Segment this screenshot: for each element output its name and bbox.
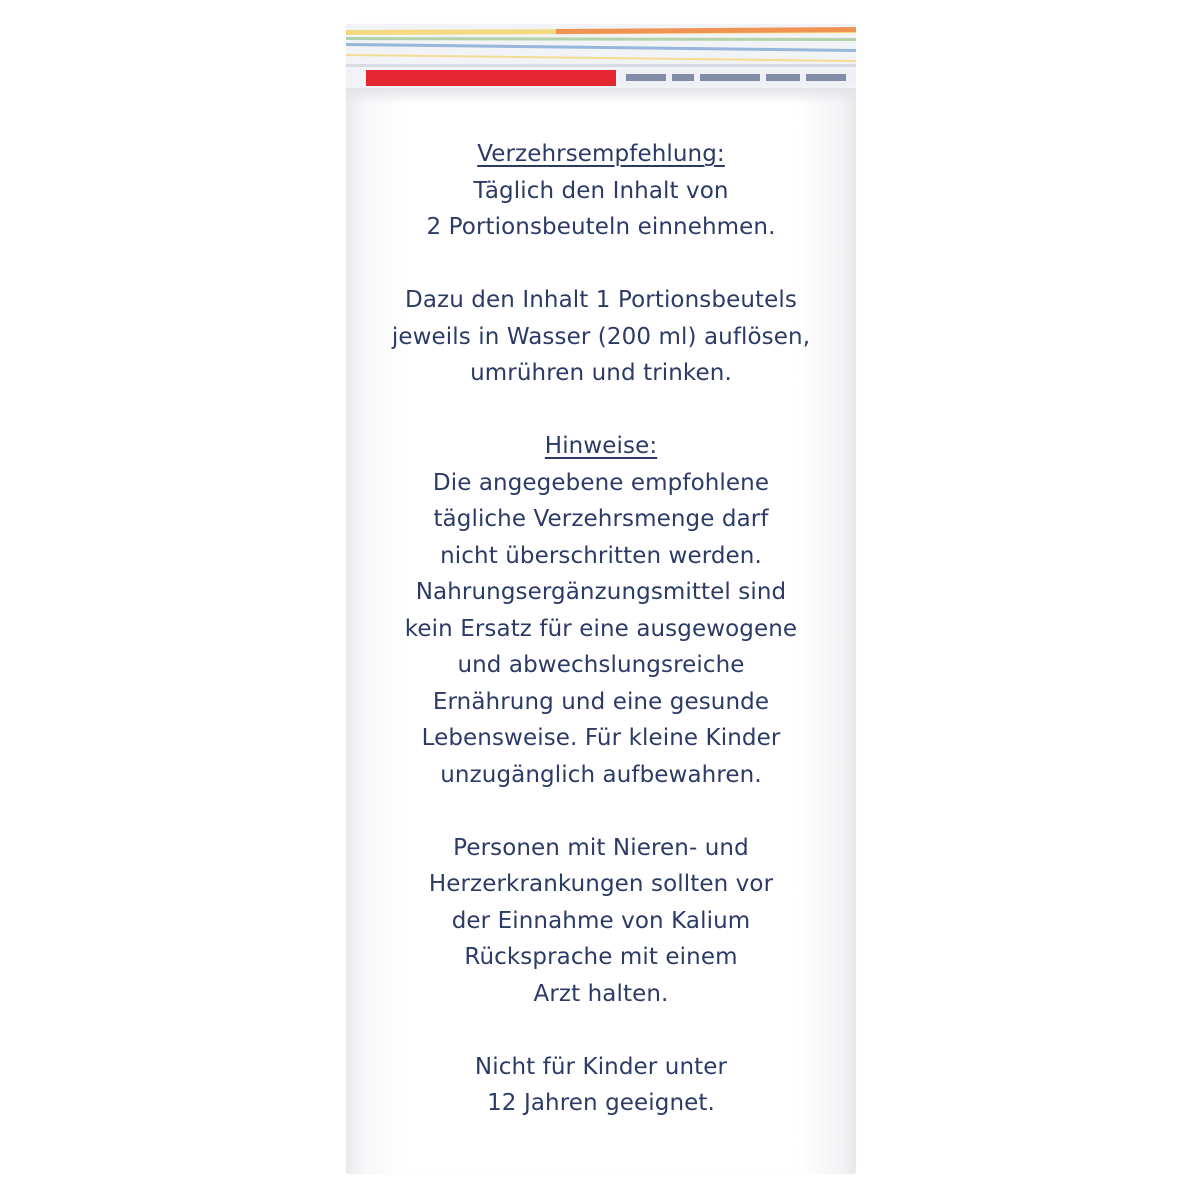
- notes-line: Nahrungsergänzungsmittel sind: [415, 579, 787, 605]
- warning-line: Arzt halten.: [533, 980, 669, 1007]
- recommendation-heading: Verzehrsempfehlung:: [477, 141, 725, 167]
- notes-line: Ernährung und eine gesunde: [432, 688, 770, 715]
- preparation-line: umrühren und trinken.: [470, 360, 732, 386]
- warning-line: der Einnahme von Kalium: [451, 907, 751, 934]
- recommendation-line: 2 Portionsbeuteln einnehmen.: [426, 214, 776, 240]
- notes-heading: Hinweise:: [544, 433, 658, 459]
- notes-line: tägliche Verzehrsmenge darf: [433, 506, 769, 532]
- package-text: [346, 136, 856, 1122]
- preparation-line: Dazu den Inhalt 1 Portionsbeutels: [405, 287, 797, 313]
- package-top-design-strip: [346, 24, 856, 88]
- spacer: [346, 392, 856, 429]
- warning-line: Personen mit Nieren- und: [453, 834, 749, 861]
- age-line: Nicht für Kinder unter: [474, 1053, 728, 1080]
- spacer: [346, 1012, 856, 1049]
- package-edge-shadow: [346, 88, 856, 104]
- warning-line: Herzerkrankungen sollten vor: [428, 871, 774, 897]
- spacer: [346, 793, 856, 830]
- package-side-panel: [346, 24, 856, 1174]
- recommendation-line: Täglich den Inhalt von: [473, 177, 729, 204]
- notes-line: Lebensweise. Für kleine Kinder: [421, 725, 781, 751]
- warning-line: Rücksprache mit einem: [464, 944, 738, 970]
- age-line: 12 Jahren geeignet.: [487, 1090, 715, 1116]
- notes-line: und abwechslungsreiche: [457, 652, 745, 678]
- notes-line: kein Ersatz für eine ausgewogene: [404, 615, 798, 642]
- preparation-line: jeweils in Wasser (200 ml) auflösen,: [391, 323, 811, 350]
- notes-line: unzugänglich aufbewahren.: [440, 761, 762, 788]
- spacer: [346, 246, 856, 283]
- notes-line: Die angegebene empfohlene: [432, 469, 770, 496]
- notes-line: nicht überschritten werden.: [440, 542, 762, 569]
